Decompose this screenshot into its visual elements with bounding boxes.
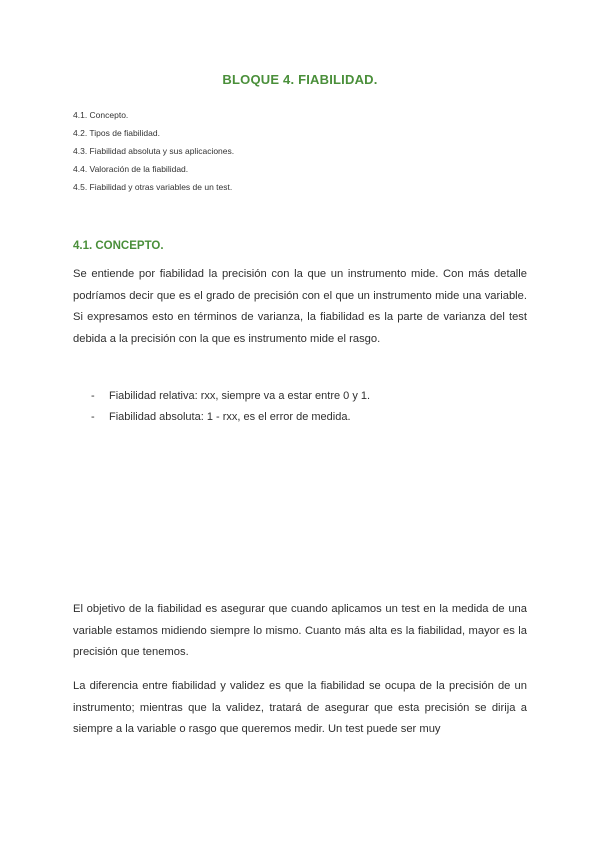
bullet-item	[91, 407, 370, 428]
bullet-text: Fiabilidad absoluta: 1 - rxx, es el error de medida.	[109, 411, 351, 423]
bullet-marker: -	[91, 411, 95, 423]
paragraph: Se entiende por fiabilidad la precisión con la que un instrumento mide. Con más detalle podríamos decir que es el grado de precisión con el que un instrumento mide una variable. Si expresamos esto en términos de varianza, la fiabilidad es la parte de varianza del test debida a la precisión con la que es instrumento mide el rasgo.	[73, 268, 527, 345]
table-of-contents	[73, 108, 234, 198]
section-heading: 4.1. CONCEPTO.	[73, 240, 164, 252]
toc-item: 4.4. Valoración de la fiabilidad.	[73, 164, 189, 174]
page-title: BLOQUE 4. FIABILIDAD.	[222, 72, 378, 87]
bullet-item	[91, 386, 370, 407]
bullet-marker: -	[91, 390, 95, 402]
toc-item: 4.1. Concepto.	[73, 110, 129, 120]
paragraph: La diferencia entre fiabilidad y validez es que la fiabilidad se ocupa de la precisión de un instrumento; mientras que la validez, tratará de asegurar que esta precisión se dirija a siempre a la variable o rasgo que queremos medir. Un test puede ser muy	[73, 680, 527, 735]
paragraph: El objetivo de la fiabilidad es asegurar que cuando aplicamos un test en la medida de una variable estamos midiendo siempre lo mismo. Cuanto más alta es la fiabilidad, mayor es la precisión que tenemos.	[73, 603, 527, 658]
bullet-list	[91, 386, 370, 428]
bullet-text: Fiabilidad relativa: rxx, siempre va a estar entre 0 y 1.	[109, 390, 371, 402]
toc-item: 4.3. Fiabilidad absoluta y sus aplicaciones.	[73, 146, 235, 156]
toc-item: 4.5. Fiabilidad y otras variables de un test.	[73, 182, 233, 192]
toc-item: 4.2. Tipos de fiabilidad.	[73, 128, 160, 138]
